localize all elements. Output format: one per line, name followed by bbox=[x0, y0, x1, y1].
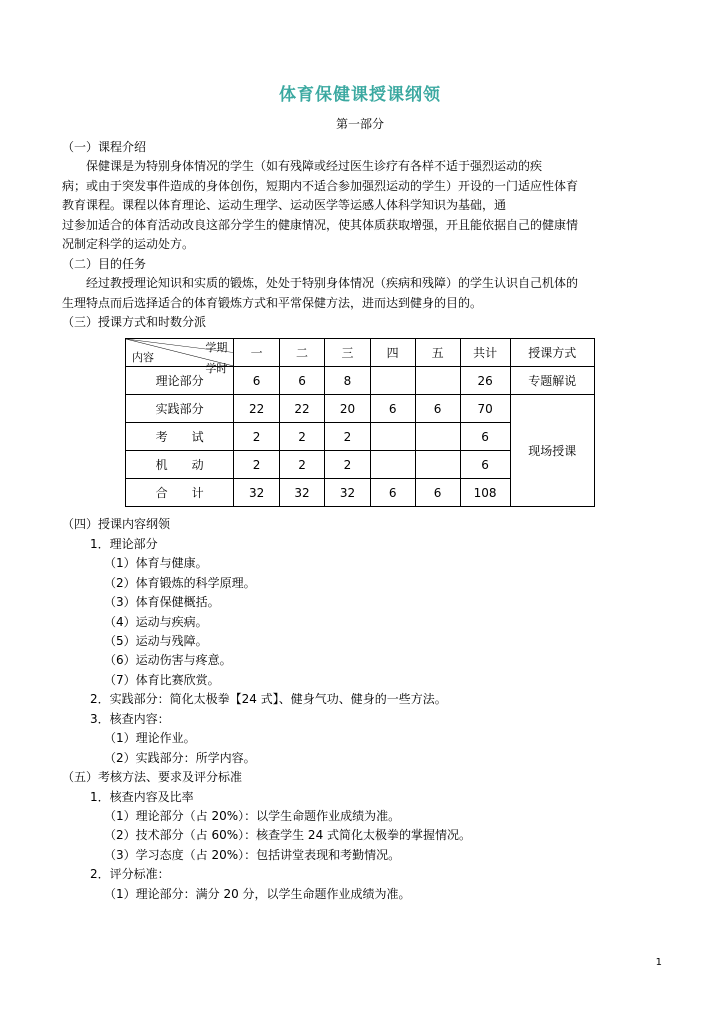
paragraph: 经过教授理论知识和实质的锻炼，处处于特别身体情况（疾病和残障）的学生认识自己机体的 bbox=[86, 276, 579, 291]
column-header: 三 bbox=[325, 339, 370, 367]
list-item: 3．核查内容： bbox=[90, 711, 170, 726]
section-heading-course-intro: （一）课程介绍 bbox=[62, 140, 147, 154]
table-cell bbox=[370, 367, 415, 395]
list-item: （1）体育与健康。 bbox=[104, 556, 208, 571]
list-item: 1．核查内容及比率 bbox=[90, 789, 194, 804]
table-cell: 6 bbox=[279, 367, 324, 395]
table-cell bbox=[415, 423, 460, 451]
table-cell: 32 bbox=[234, 479, 279, 507]
list-item: （1）理论作业。 bbox=[104, 731, 196, 746]
table-cell bbox=[415, 367, 460, 395]
list-item: （6）运动伤害与疼意。 bbox=[104, 653, 232, 668]
table-cell bbox=[370, 451, 415, 479]
table-cell: 2 bbox=[234, 423, 279, 451]
list-item: （4）运动与疾病。 bbox=[104, 614, 208, 629]
table-cell: 6 bbox=[415, 395, 460, 423]
table-cell: 6 bbox=[234, 367, 279, 395]
table-cell-method: 现场授课 bbox=[510, 395, 594, 507]
table-row bbox=[126, 395, 595, 423]
table-corner-cell bbox=[126, 339, 234, 376]
list-item: （2）技术部分（占 60%）：核查学生 24 式简化太极拳的掌握情况。 bbox=[104, 828, 472, 843]
table-cell: 32 bbox=[325, 479, 370, 507]
table-cell: 2 bbox=[325, 451, 370, 479]
row-header: 考 试 bbox=[126, 423, 234, 451]
list-item: 2．评分标准： bbox=[90, 867, 170, 882]
column-header: 一 bbox=[234, 339, 279, 367]
section-heading-schedule: （三）授课方式和时数分派 bbox=[62, 314, 207, 329]
section-heading-objectives: （二）目的任务 bbox=[62, 256, 147, 271]
table-cell: 20 bbox=[325, 395, 370, 423]
list-item: 1．理论部分 bbox=[90, 536, 158, 551]
table-header-row bbox=[126, 339, 595, 367]
page-title: 体育保健课授课纲领 bbox=[279, 85, 441, 105]
table-cell-total: 26 bbox=[460, 367, 510, 395]
table-cell: 6 bbox=[415, 479, 460, 507]
paragraph: 况制定科学的运动处方。 bbox=[62, 237, 195, 252]
column-header: 五 bbox=[415, 339, 460, 367]
table-cell-total: 70 bbox=[460, 395, 510, 423]
list-item: （7）体育比赛欣赏。 bbox=[104, 672, 220, 687]
list-item: （5）运动与残障。 bbox=[104, 634, 208, 648]
table-cell: 2 bbox=[279, 423, 324, 451]
table-cell: 22 bbox=[234, 395, 279, 423]
list-item: （1）理论部分（占 20%）：以学生命题作业成绩为准。 bbox=[104, 808, 401, 823]
paragraph: 过参加适合的体育活动改良这部分学生的健康情况，使其体质获取增强，开且能依据自己的健康情 bbox=[62, 217, 579, 232]
table-cell: 8 bbox=[325, 367, 370, 395]
list-item: （3）学习态度（占 20%）：包括讲堂表现和考勤情况。 bbox=[104, 847, 401, 862]
section-heading-assessment: （五）考核方法、要求及评分标准 bbox=[62, 770, 243, 785]
column-header: 二 bbox=[279, 339, 324, 367]
table-cell-total: 6 bbox=[460, 451, 510, 479]
list-item: （1）理论部分：满分 20 分，以学生命题作业成绩为准。 bbox=[104, 886, 411, 901]
schedule-table bbox=[125, 338, 595, 507]
table-cell: 32 bbox=[279, 479, 324, 507]
section-heading-outline: （四）授课内容纲领 bbox=[62, 517, 171, 532]
column-header-method: 授课方式 bbox=[510, 339, 594, 367]
corner-label-content: 内容 bbox=[132, 351, 154, 365]
table-cell bbox=[370, 423, 415, 451]
list-item: （3）体育保健概括。 bbox=[104, 595, 220, 610]
table-row bbox=[126, 367, 595, 395]
table-cell-method: 专题解说 bbox=[510, 367, 594, 395]
table-cell-total: 6 bbox=[460, 423, 510, 451]
row-header: 机 动 bbox=[126, 451, 234, 479]
row-header: 理论部分 bbox=[126, 367, 234, 395]
table-cell-total: 108 bbox=[460, 479, 510, 507]
list-item: （2）体育锻炼的科学原理。 bbox=[104, 575, 256, 590]
paragraph: 保健课是为特别身体情况的学生（如有残障或经过医生诊疗有各样不适于强烈运动的疾 bbox=[86, 159, 543, 174]
corner-label-term: 学期 bbox=[205, 341, 228, 355]
list-item: （2）实践部分：所学内容。 bbox=[104, 750, 256, 765]
list-item: 2．实践部分：简化太极拳【24 式】、健身气功、健身的一些方法。 bbox=[90, 692, 447, 707]
page-number: 1 bbox=[655, 957, 662, 968]
paragraph: 病；或由于突发事件造成的身体创伤，短期内不适合参加强烈运动的学生）开设的一门适应性体育 bbox=[62, 178, 579, 193]
table-cell: 2 bbox=[279, 451, 324, 479]
paragraph: 生理特点而后选择适合的体育锻炼方式和平常保健方法，进而达到健身的目的。 bbox=[62, 295, 483, 310]
table-cell: 2 bbox=[234, 451, 279, 479]
document-subtitle: 第一部分 bbox=[335, 117, 384, 131]
table-cell: 22 bbox=[279, 395, 324, 423]
corner-label-hours: 学时 bbox=[205, 362, 228, 376]
column-header: 四 bbox=[370, 339, 415, 367]
table-cell: 6 bbox=[370, 479, 415, 507]
table-cell: 6 bbox=[370, 395, 415, 423]
table-cell: 2 bbox=[325, 423, 370, 451]
column-header-total: 共计 bbox=[460, 339, 510, 367]
row-header: 实践部分 bbox=[126, 395, 234, 423]
paragraph: 教育课程。课程以体育理论、运动生理学、运动医学等运感人体科学知识为基础，通 bbox=[62, 198, 507, 213]
table-cell bbox=[415, 451, 460, 479]
row-header: 合 计 bbox=[126, 479, 234, 507]
